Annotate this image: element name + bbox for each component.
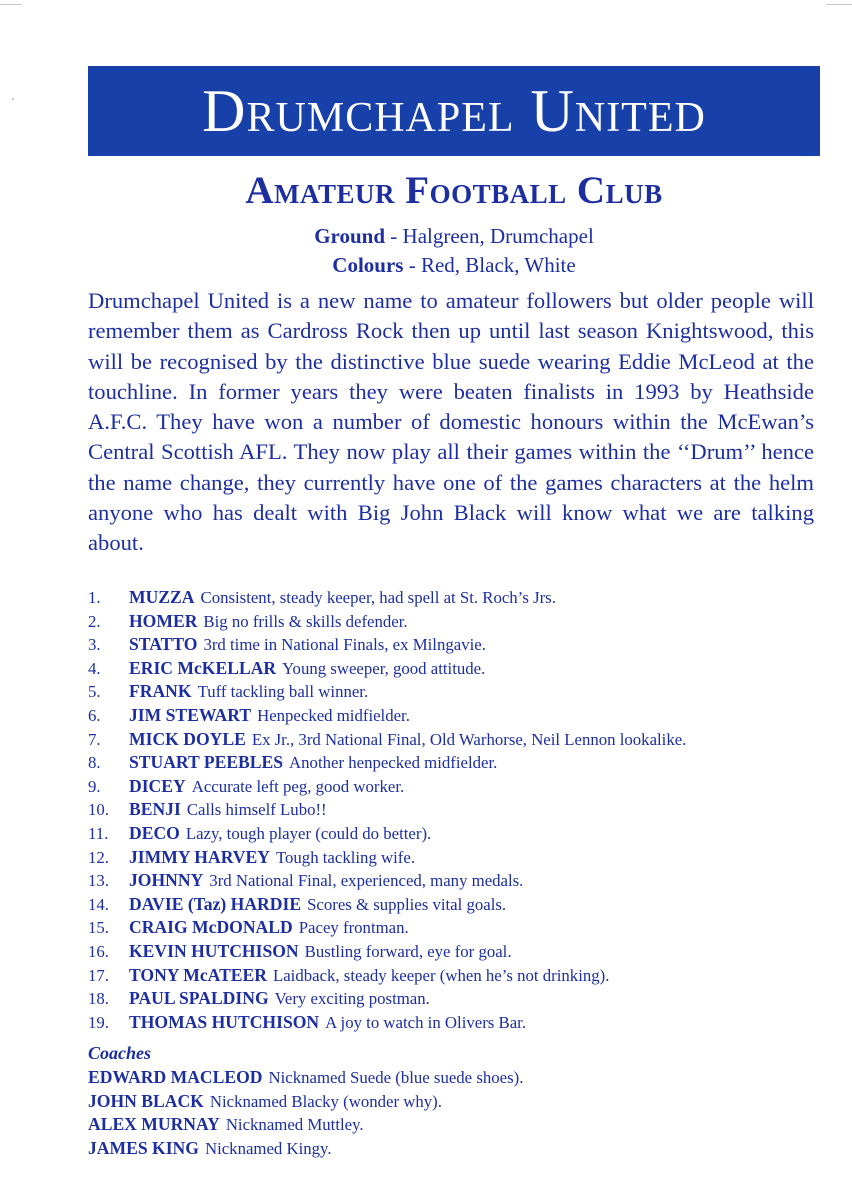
coach-name: EDWARD MACLEOD	[88, 1067, 263, 1087]
player-name: HOMER	[129, 610, 198, 631]
coach-row	[88, 1137, 828, 1161]
player-name: MICK DOYLE	[129, 728, 246, 749]
ground-separator: -	[385, 224, 403, 248]
player-number: 5.	[88, 682, 101, 702]
player-number: 15.	[88, 918, 109, 938]
player-name: JIM STEWART	[129, 704, 252, 725]
player-row	[88, 846, 828, 870]
player-name: DICEY	[129, 775, 186, 796]
club-subtitle: Amateur Football Club	[245, 169, 663, 212]
player-row	[88, 822, 828, 846]
scan-mark	[826, 4, 852, 5]
player-name: JOHNNY	[129, 870, 204, 891]
coach-row	[88, 1113, 828, 1137]
player-number: 12.	[88, 847, 109, 867]
player-number: 19.	[88, 1012, 109, 1032]
player-description: Pacey frontman.	[298, 918, 409, 938]
club-title: Drumchapel United	[202, 77, 706, 144]
player-description: Consistent, steady keeper, had spell at St. Roch’s Jrs.	[200, 588, 556, 607]
colours-separator: -	[403, 253, 421, 277]
colours-value: Red, Black, White	[420, 253, 576, 277]
player-row	[88, 916, 828, 940]
player-description: Tough tackling wife.	[275, 847, 416, 867]
coaches-heading: Coaches	[88, 1043, 151, 1063]
player-row	[88, 940, 828, 964]
player-row	[88, 610, 828, 634]
player-row	[88, 586, 828, 610]
player-number: 16.	[88, 941, 109, 961]
player-row	[88, 869, 828, 893]
player-description: Henpecked midfielder.	[257, 705, 410, 725]
coach-list	[88, 1066, 828, 1160]
player-description: Tuff tackling ball winner.	[197, 682, 369, 702]
player-name: CRAIG McDONALD	[129, 917, 293, 938]
player-description: Young sweeper, good attitude.	[282, 658, 486, 678]
player-row	[88, 798, 828, 822]
coach-description: Nicknamed Blacky (wonder why).	[209, 1091, 442, 1111]
player-row	[88, 728, 828, 752]
player-description: Lazy, tough player (could do better).	[185, 823, 432, 843]
player-number: 4.	[88, 658, 101, 678]
player-name: TONY McATEER	[129, 964, 267, 985]
player-description: Big no frills & skills defender.	[203, 611, 408, 631]
coach-name: JAMES KING	[88, 1137, 199, 1158]
player-description: Calls himself Lubo!!	[186, 800, 327, 820]
player-name: STUART PEEBLES	[129, 752, 284, 773]
coach-description: Nicknamed Muttley.	[225, 1115, 364, 1135]
coach-row	[88, 1066, 828, 1090]
scan-mark	[0, 4, 22, 5]
player-row	[88, 987, 828, 1011]
player-row	[88, 964, 828, 988]
club-title-banner	[88, 66, 820, 156]
player-row	[88, 751, 828, 775]
coach-name: JOHN BLACK	[88, 1090, 204, 1111]
player-name: ERIC McKELLAR	[129, 657, 277, 678]
player-number: 7.	[88, 729, 101, 749]
player-number: 11.	[88, 823, 109, 843]
scan-mark	[12, 98, 14, 100]
player-description: Bustling forward, eye for goal.	[304, 941, 512, 961]
player-row	[88, 657, 828, 681]
player-name: MUZZA	[129, 587, 195, 607]
colours-label: Colours	[332, 253, 404, 277]
colours-line	[88, 253, 820, 278]
player-number: 14.	[88, 894, 109, 914]
ground-label: Ground	[314, 224, 386, 248]
ground-line	[88, 224, 820, 249]
player-row	[88, 775, 828, 799]
coach-description: Nicknamed Suede (blue suede shoes).	[268, 1068, 524, 1087]
player-row	[88, 893, 828, 917]
player-description: Scores & supplies vital goals.	[307, 894, 507, 914]
player-number: 17.	[88, 965, 109, 985]
player-description: 3rd time in National Finals, ex Milngavie.	[203, 635, 486, 655]
coach-description: Nicknamed Kingy.	[204, 1138, 332, 1158]
player-description: Ex Jr., 3rd National Final, Old Warhorse, Neil Lennon lookalike.	[251, 729, 687, 749]
coach-name: ALEX MURNAY	[88, 1114, 220, 1135]
player-description: Accurate left peg, good worker.	[191, 776, 405, 796]
player-name: STATTO	[129, 634, 198, 655]
player-name: KEVIN HUTCHISON	[129, 940, 299, 961]
coach-row	[88, 1090, 828, 1114]
player-number: 2.	[88, 611, 101, 631]
player-row	[88, 1011, 828, 1035]
player-row	[88, 633, 828, 657]
player-row	[88, 680, 828, 704]
player-name: DECO	[129, 822, 180, 843]
player-number: 3.	[88, 635, 101, 655]
player-description: 3rd National Final, experienced, many medals.	[209, 871, 524, 891]
player-number: 18.	[88, 989, 109, 1009]
player-description: Laidback, steady keeper (when he’s not drinking).	[272, 965, 610, 985]
player-number: 9.	[88, 776, 101, 796]
club-intro-paragraph: Drumchapel United is a new name to amateur followers but older people will remember them as Cardross Rock then up until last season Knightswood, this will be recognised by the distinctive blue suede wearing Eddie McLeod at the touchline. In former years they were beaten finalists in 1993 by Heathside A.F.C. They have won a number of domestic honours within the McEwan’s Central Scottish AFL. They now play all their games within the ‘‘Drum’’ hence the name change, they currently have one of the games characters at the helm anyone who has dealt with Big John Black will know what we are talking about.	[88, 288, 814, 556]
player-number: 13.	[88, 871, 109, 891]
player-number: 8.	[88, 753, 101, 773]
player-name: PAUL SPALDING	[129, 988, 269, 1009]
player-description: Another henpecked midfielder.	[289, 753, 498, 773]
player-name: JIMMY HARVEY	[129, 846, 270, 867]
player-row	[88, 704, 828, 728]
ground-value: Halgreen, Drumchapel	[402, 224, 594, 248]
player-name: FRANK	[129, 681, 192, 702]
player-number: 10.	[88, 800, 109, 820]
player-name: DAVIE (Taz) HARDIE	[129, 893, 302, 914]
player-name: THOMAS HUTCHISON	[129, 1011, 320, 1032]
player-list	[88, 586, 828, 1034]
player-name: BENJI	[129, 799, 181, 820]
player-description: A joy to watch in Olivers Bar.	[325, 1012, 527, 1032]
player-description: Very exciting postman.	[274, 989, 430, 1009]
player-number: 1.	[88, 588, 101, 607]
player-number: 6.	[88, 705, 101, 725]
